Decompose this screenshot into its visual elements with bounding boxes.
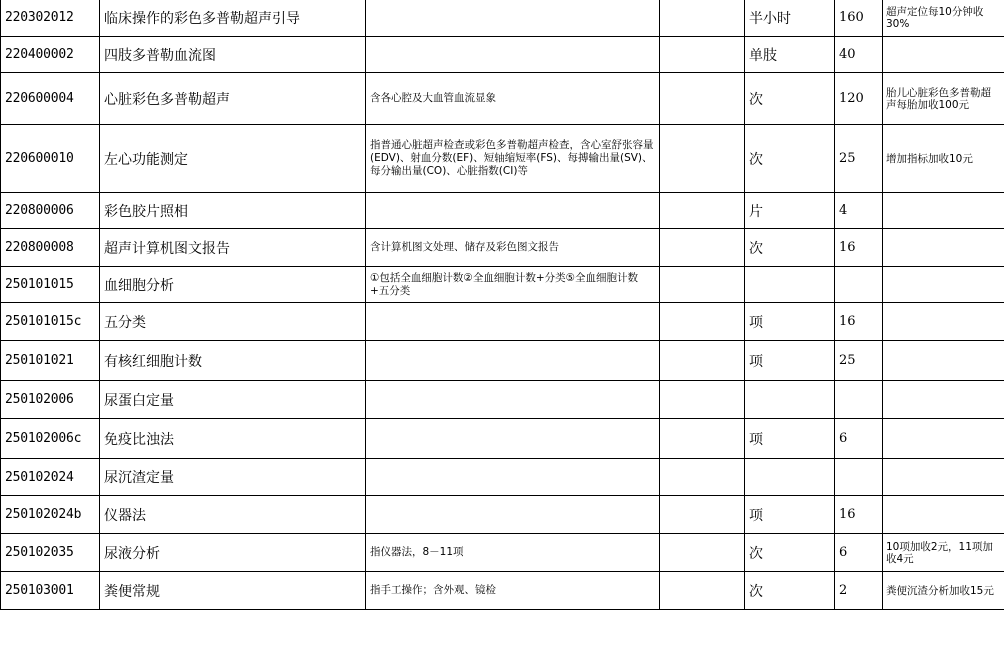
note-cell [883, 267, 1004, 303]
note-cell [883, 341, 1004, 381]
table-row [1, 419, 1004, 459]
excluded-content-cell [660, 37, 745, 73]
note-cell [883, 381, 1004, 419]
item-code-cell: 250102006 [1, 381, 100, 419]
item-name-cell: 有核红细胞计数 [100, 341, 366, 381]
note-cell [883, 419, 1004, 459]
excluded-content-cell [660, 267, 745, 303]
excluded-content-cell [660, 125, 745, 193]
table-row [1, 229, 1004, 267]
item-code-cell: 250102006c [1, 419, 100, 459]
item-code-cell: 220800008 [1, 229, 100, 267]
table-row [1, 459, 1004, 496]
price-cell: 4 [835, 193, 883, 229]
item-name-cell: 四肢多普勒血流图 [100, 37, 366, 73]
price-cell: 120 [835, 73, 883, 125]
excluded-content-cell [660, 459, 745, 496]
item-code-cell: 220400002 [1, 37, 100, 73]
price-cell: 16 [835, 496, 883, 534]
item-name-cell: 血细胞分析 [100, 267, 366, 303]
item-content-cell [366, 193, 660, 229]
table-row [1, 572, 1004, 610]
excluded-content-cell [660, 341, 745, 381]
note-cell: 超声定位每10分钟收30% [883, 0, 1004, 37]
excluded-content-cell [660, 534, 745, 572]
note-cell [883, 459, 1004, 496]
item-name-cell: 临床操作的彩色多普勒超声引导 [100, 0, 366, 37]
table-row [1, 73, 1004, 125]
item-content-cell [366, 0, 660, 37]
item-content-cell [366, 303, 660, 341]
item-name-cell: 免疫比浊法 [100, 419, 366, 459]
unit-cell: 单肢 [745, 37, 835, 73]
excluded-content-cell [660, 193, 745, 229]
price-cell: 25 [835, 341, 883, 381]
item-content-cell: 含计算机图文处理、储存及彩色图文报告 [366, 229, 660, 267]
item-content-cell [366, 341, 660, 381]
excluded-content-cell [660, 381, 745, 419]
note-cell: 10项加收2元，11项加收4元 [883, 534, 1004, 572]
item-code-cell: 220600010 [1, 125, 100, 193]
item-name-cell: 粪便常规 [100, 572, 366, 610]
price-cell: 6 [835, 534, 883, 572]
price-cell: 2 [835, 572, 883, 610]
item-code-cell: 220302012 [1, 0, 100, 37]
unit-cell: 项 [745, 303, 835, 341]
unit-cell: 次 [745, 572, 835, 610]
price-cell [835, 267, 883, 303]
item-content-cell: ①包括全血细胞计数②全血细胞计数+分类⑤全血细胞计数+五分类 [366, 267, 660, 303]
item-content-cell [366, 419, 660, 459]
item-name-cell: 尿蛋白定量 [100, 381, 366, 419]
excluded-content-cell [660, 229, 745, 267]
unit-cell: 次 [745, 73, 835, 125]
unit-cell: 项 [745, 419, 835, 459]
note-cell [883, 37, 1004, 73]
unit-cell: 次 [745, 229, 835, 267]
price-cell: 40 [835, 37, 883, 73]
unit-cell: 次 [745, 534, 835, 572]
item-content-cell: 指仪器法，8－11项 [366, 534, 660, 572]
table-row [1, 193, 1004, 229]
table-row [1, 303, 1004, 341]
price-cell: 16 [835, 229, 883, 267]
table-row [1, 125, 1004, 193]
item-content-cell: 含各心腔及大血管血流显象 [366, 73, 660, 125]
unit-cell [745, 381, 835, 419]
item-content-cell: 指手工操作；含外观、镜检 [366, 572, 660, 610]
note-cell [883, 303, 1004, 341]
item-code-cell: 220800006 [1, 193, 100, 229]
price-cell: 16 [835, 303, 883, 341]
excluded-content-cell [660, 73, 745, 125]
price-cell: 25 [835, 125, 883, 193]
item-content-cell [366, 381, 660, 419]
item-content-cell: 指普通心脏超声检查或彩色多普勒超声检查，含心室舒张容量(EDV)、射血分数(EF)、短轴缩短率(FS)、每搏输出量(SV)、每分输出量(CO)、心脏指数(CI)等 [366, 125, 660, 193]
item-code-cell: 250101015 [1, 267, 100, 303]
excluded-content-cell [660, 572, 745, 610]
price-cell: 6 [835, 419, 883, 459]
excluded-content-cell [660, 496, 745, 534]
item-name-cell: 仪器法 [100, 496, 366, 534]
unit-cell [745, 267, 835, 303]
table-row [1, 37, 1004, 73]
item-name-cell: 尿液分析 [100, 534, 366, 572]
excluded-content-cell [660, 419, 745, 459]
item-code-cell: 250102035 [1, 534, 100, 572]
excluded-content-cell [660, 0, 745, 37]
note-cell: 胎儿心脏彩色多普勒超声每胎加收100元 [883, 73, 1004, 125]
note-cell [883, 193, 1004, 229]
note-cell: 增加指标加收10元 [883, 125, 1004, 193]
unit-cell: 片 [745, 193, 835, 229]
item-name-cell: 左心功能测定 [100, 125, 366, 193]
item-name-cell: 彩色胶片照相 [100, 193, 366, 229]
note-cell [883, 229, 1004, 267]
table-row [1, 381, 1004, 419]
unit-cell: 项 [745, 496, 835, 534]
item-code-cell: 250101021 [1, 341, 100, 381]
item-code-cell: 220600004 [1, 73, 100, 125]
item-code-cell: 250103001 [1, 572, 100, 610]
item-code-cell: 250101015c [1, 303, 100, 341]
item-name-cell: 心脏彩色多普勒超声 [100, 73, 366, 125]
item-name-cell: 五分类 [100, 303, 366, 341]
table-row [1, 534, 1004, 572]
price-cell [835, 459, 883, 496]
item-name-cell: 超声计算机图文报告 [100, 229, 366, 267]
unit-cell: 项 [745, 341, 835, 381]
table-row [1, 341, 1004, 381]
table-row [1, 267, 1004, 303]
note-cell: 粪便沉渣分析加收15元 [883, 572, 1004, 610]
excluded-content-cell [660, 303, 745, 341]
price-cell [835, 381, 883, 419]
table-row [1, 496, 1004, 534]
item-code-cell: 250102024 [1, 459, 100, 496]
item-content-cell [366, 37, 660, 73]
note-cell [883, 496, 1004, 534]
item-name-cell: 尿沉渣定量 [100, 459, 366, 496]
item-content-cell [366, 459, 660, 496]
item-code-cell: 250102024b [1, 496, 100, 534]
unit-cell [745, 459, 835, 496]
unit-cell: 次 [745, 125, 835, 193]
unit-cell: 半小时 [745, 0, 835, 37]
item-content-cell [366, 496, 660, 534]
price-cell: 160 [835, 0, 883, 37]
table-row [1, 0, 1004, 37]
